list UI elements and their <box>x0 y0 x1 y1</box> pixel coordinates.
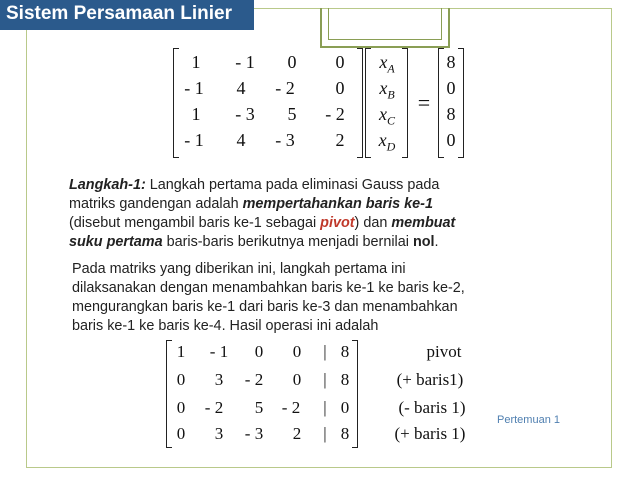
matrix-a-cell: - 3 <box>235 104 255 124</box>
augmented-cell: 3 <box>214 424 224 443</box>
augmented-separator: | <box>323 342 327 361</box>
matrix-a-cell: 0 <box>287 52 297 72</box>
rhs-value: 0 <box>446 130 456 150</box>
augmented-cell: - 2 <box>204 398 224 417</box>
row-operation-note: (+ baris1) <box>396 370 464 389</box>
row-operation-note: (+ baris 1) <box>394 424 466 443</box>
variable-xc: $x_C$ <box>378 104 396 128</box>
augmented-cell: 8 <box>340 424 350 443</box>
augmented-cell: 0 <box>176 398 186 417</box>
augmented-right-bracket <box>352 340 358 448</box>
row-operation-note: (- baris 1) <box>398 398 466 417</box>
slide-title: Sistem Persamaan Linier <box>6 3 232 24</box>
matrix-a-cell: - 2 <box>275 78 295 98</box>
matrix-a-cell: 5 <box>287 104 297 124</box>
row-operation-note: pivot <box>426 342 462 361</box>
matrix-a-cell: 1 <box>191 104 201 124</box>
matrix-a-cell: 2 <box>335 130 345 150</box>
matrix-a-cell: 0 <box>335 78 345 98</box>
augmented-cell: 8 <box>340 342 350 361</box>
augmented-cell: - 2 <box>281 398 301 417</box>
augmented-separator: | <box>323 398 327 417</box>
matrix-a-cell: - 1 <box>184 130 204 150</box>
augmented-cell: 8 <box>340 370 350 389</box>
augmented-separator: | <box>323 424 327 443</box>
equals-sign: = <box>417 90 431 115</box>
variable-xd: $x_D$ <box>378 130 396 154</box>
augmented-cell: 0 <box>254 342 264 361</box>
augmented-cell: - 1 <box>209 342 229 361</box>
matrix-a-cell: 1 <box>191 52 201 72</box>
augmented-cell: 2 <box>292 424 302 443</box>
rhs-value: 8 <box>446 52 456 72</box>
matrix-a-cell: - 1 <box>184 78 204 98</box>
augmented-cell: 0 <box>340 398 350 417</box>
matrix-a-cell: 0 <box>335 52 345 72</box>
augmented-left-bracket <box>166 340 172 448</box>
augmented-cell: 0 <box>176 424 186 443</box>
matrix-a-cell: - 2 <box>325 104 345 124</box>
step-2-paragraph: Pada matriks yang diberikan ini, langkah pertama ini dilaksanakan dengan menambahkan baris ke-1 ke baris ke-2, mengurangkan baris ke-1 dari baris ke-3 dan menambahkan baris ke-1 ke baris ke-4. Hasil operasi ini adalah <box>72 261 465 334</box>
augmented-separator: | <box>323 370 327 389</box>
matrix-a-cell: 4 <box>236 78 246 98</box>
footer-label: Pertemuan 1 <box>497 414 560 426</box>
variable-xb: $x_B$ <box>379 78 395 102</box>
augmented-cell: 3 <box>214 370 224 389</box>
matrix-a-cell: 4 <box>236 130 246 150</box>
augmented-cell: 0 <box>292 342 302 361</box>
augmented-cell: 0 <box>176 370 186 389</box>
augmented-cell: - 3 <box>244 424 264 443</box>
augmented-cell: 5 <box>254 398 264 417</box>
rhs-value: 8 <box>446 104 456 124</box>
augmented-cell: 1 <box>176 342 186 361</box>
variable-xa: $x_A$ <box>379 52 395 76</box>
augmented-cell: - 2 <box>244 370 264 389</box>
rhs-value: 0 <box>446 78 456 98</box>
step-1-paragraph: Langkah-1: Langkah pertama pada eliminasi Gauss pada matriks gandengan adalah mempertahankan baris ke-1 (disebut mengambil baris ke-1 sebagai pivot) dan membuat suku pertama baris-baris berikutnya menjadi bernilai nol. <box>69 177 456 250</box>
matrix-a-cell: - 1 <box>235 52 255 72</box>
augmented-cell: 0 <box>292 370 302 389</box>
matrix-a-cell: - 3 <box>275 130 295 150</box>
